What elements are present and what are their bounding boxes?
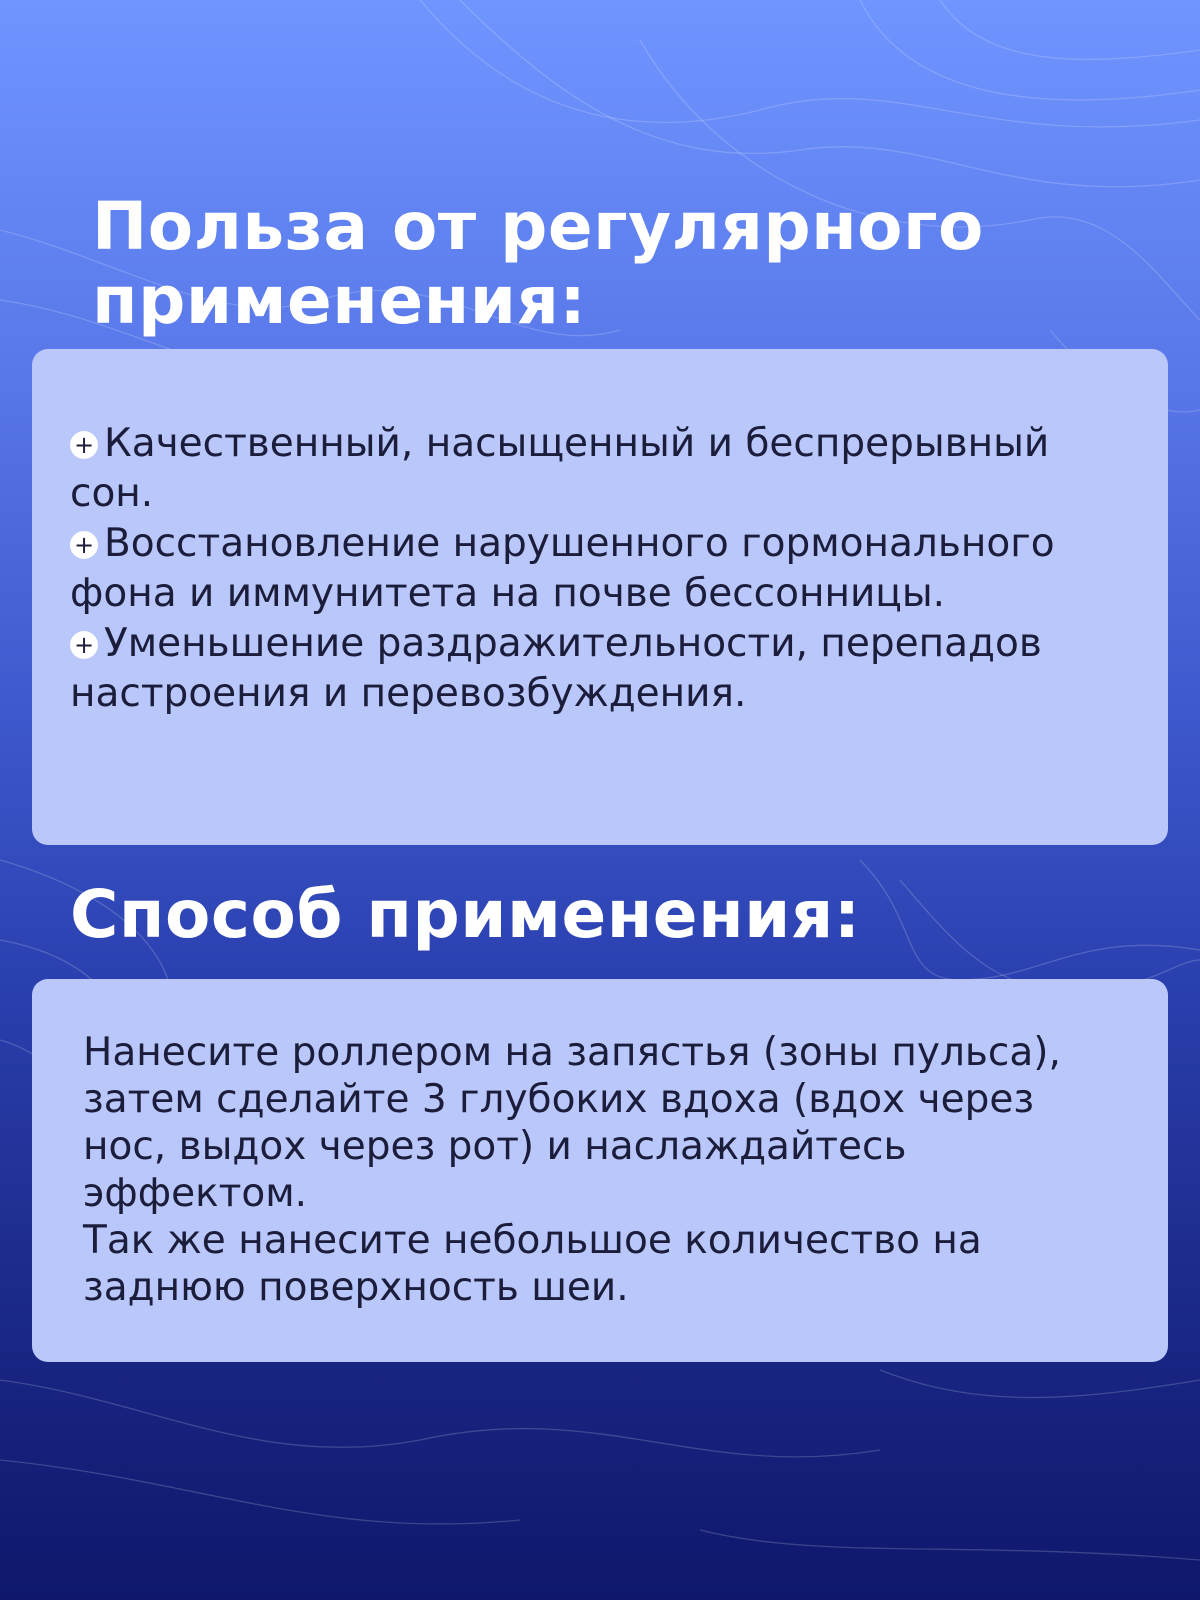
plus-icon: + bbox=[70, 631, 98, 659]
benefit-item bbox=[70, 519, 1130, 619]
benefits-heading: Польза от регулярного применения: bbox=[92, 188, 984, 339]
benefit-text: Восстановление нарушенного гормонального фона и иммунитета на почве бессонницы. bbox=[70, 521, 1055, 616]
benefit-text: Уменьшение раздражительности, перепадов настроения и перевозбуждения. bbox=[70, 621, 1042, 716]
usage-heading: Способ применения: bbox=[70, 876, 861, 953]
plus-icon: + bbox=[70, 531, 98, 559]
benefit-text: Качественный, насыщенный и беспрерывный сон. bbox=[70, 421, 1050, 516]
benefits-card bbox=[32, 349, 1168, 845]
benefit-item bbox=[70, 619, 1130, 719]
usage-paragraph: Так же нанесите небольшое количество на заднюю поверхность шеи. bbox=[83, 1218, 982, 1310]
benefit-item bbox=[70, 419, 1130, 519]
usage-card bbox=[32, 979, 1168, 1362]
plus-icon: + bbox=[70, 431, 98, 459]
usage-paragraph: Нанесите роллером на запястья (зоны пульса), затем сделайте 3 глубоких вдоха (вдох через нос, выдох через рот) и наслаждайтесь эффектом. bbox=[83, 1030, 1061, 1216]
